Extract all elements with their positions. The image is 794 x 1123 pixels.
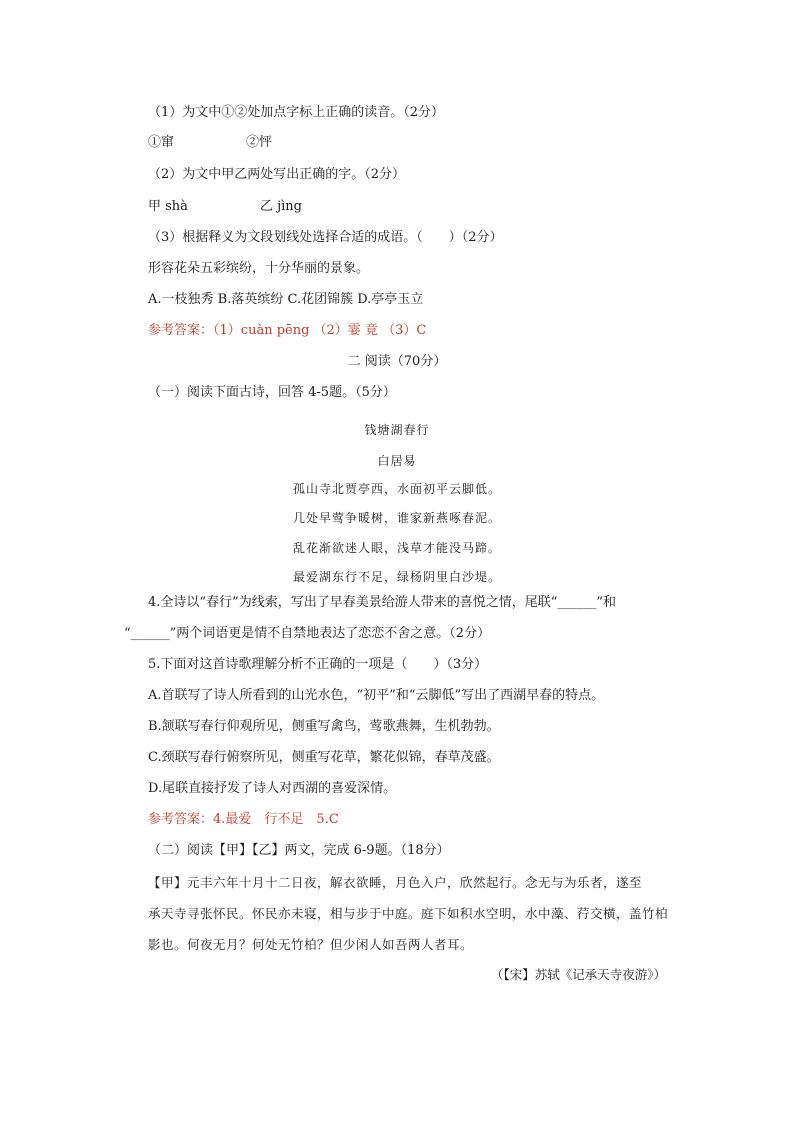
answer-text: （1）cuàn pēng （2）霎 竟 （3）C — [213, 323, 427, 338]
part2-intro: （二）阅读【甲】【乙】两文，完成 6-9题。（18分） — [148, 843, 450, 858]
q5-option-a: A.首联写了诗人所看到的山光水色，“初平”和“云脚低”写出了西湖早春的特点。 — [148, 688, 605, 703]
q3-sub2-item-1: 甲 shà — [148, 199, 188, 214]
q3-sub1: （1）为文中①②处加点字标上正确的读音。（2分） — [148, 105, 445, 120]
section-title: 二 阅读（70分） — [347, 354, 447, 369]
passage-line: 承天寺寻张怀民。怀民亦未寝，相与步于中庭。庭下如积水空明，水中藻、荇交横，盖竹柏 — [148, 906, 669, 921]
answer-text: 4.最爱 行不足 5.C — [213, 812, 339, 827]
q3-sub1-item-1: ①窜 — [148, 135, 175, 150]
q3-sub2-item-2: 乙 jìng — [259, 199, 302, 214]
poem-line: 乱花渐欲迷人眼，浅草才能没马蹄。 — [292, 541, 501, 555]
q4-line-1: 4.全诗以“春行”为线索，写出了早春美景给游人带来的喜悦之情，尾联“______”和 — [148, 595, 616, 610]
answer-label: 参考答案： — [148, 812, 214, 827]
passage-source: （【宋】苏轼《记承天寺夜游》） — [490, 967, 666, 982]
q5-option-b: B.颔联写春行仰观所见，侧重写禽鸟，莺歌燕舞，生机勃勃。 — [148, 719, 500, 734]
q3-sub2-items — [148, 198, 302, 216]
part1-intro: （一）阅读下面古诗，回答 4-5题。（5分） — [148, 385, 396, 400]
q3-answer — [148, 322, 426, 340]
q3-sub2: （2）为文中甲乙两处写出正确的字。（2分） — [148, 167, 406, 182]
passage-line: 【甲】元丰六年十月十二日夜，解衣欲睡，月色入户，欣然起行。念无与为乐者，遂至 — [148, 875, 643, 890]
poem-author: 白居易 — [377, 454, 417, 468]
poem-title: 钱塘湖春行 — [364, 423, 430, 437]
q5-option-d: D.尾联直接抒发了诗人对西湖的喜爱深情。 — [148, 781, 397, 796]
q45-answer — [148, 811, 339, 829]
q3-sub1-item-2: ②怦 — [246, 135, 273, 150]
poem-line: 几处早莺争暖树，谁家新燕啄春泥。 — [292, 511, 501, 525]
q4-line-2: “______”两个词语更是情不自禁地表达了恋恋不舍之意。（2分） — [124, 626, 491, 641]
q5-stem: 5.下面对这首诗歌理解分析不正确的一项是（ ）（3分） — [148, 657, 488, 672]
passage-line: 影也。何夜无月？何处无竹柏？但少闲人如吾两人者耳。 — [148, 937, 474, 952]
q3-sub3: （3）根据释义为文段划线处选择合适的成语。（ ）（2分） — [148, 230, 503, 245]
poem-line: 孤山寺北贾亭西，水面初平云脚低。 — [292, 482, 501, 496]
answer-label: 参考答案： — [148, 323, 214, 338]
q3-sub1-items — [148, 134, 272, 152]
q3-definition: 形容花朵五彩缤纷，十分华丽的景象。 — [148, 261, 370, 276]
q3-options: A.一枝独秀 B.落英缤纷 C.花团锦簇 D.亭亭玉立 — [148, 292, 424, 307]
q5-option-c: C.颈联写春行俯察所见，侧重写花草，繁花似锦，春草茂盛。 — [148, 750, 500, 765]
poem-line: 最爱湖东行不足，绿杨阴里白沙堤。 — [292, 570, 501, 584]
